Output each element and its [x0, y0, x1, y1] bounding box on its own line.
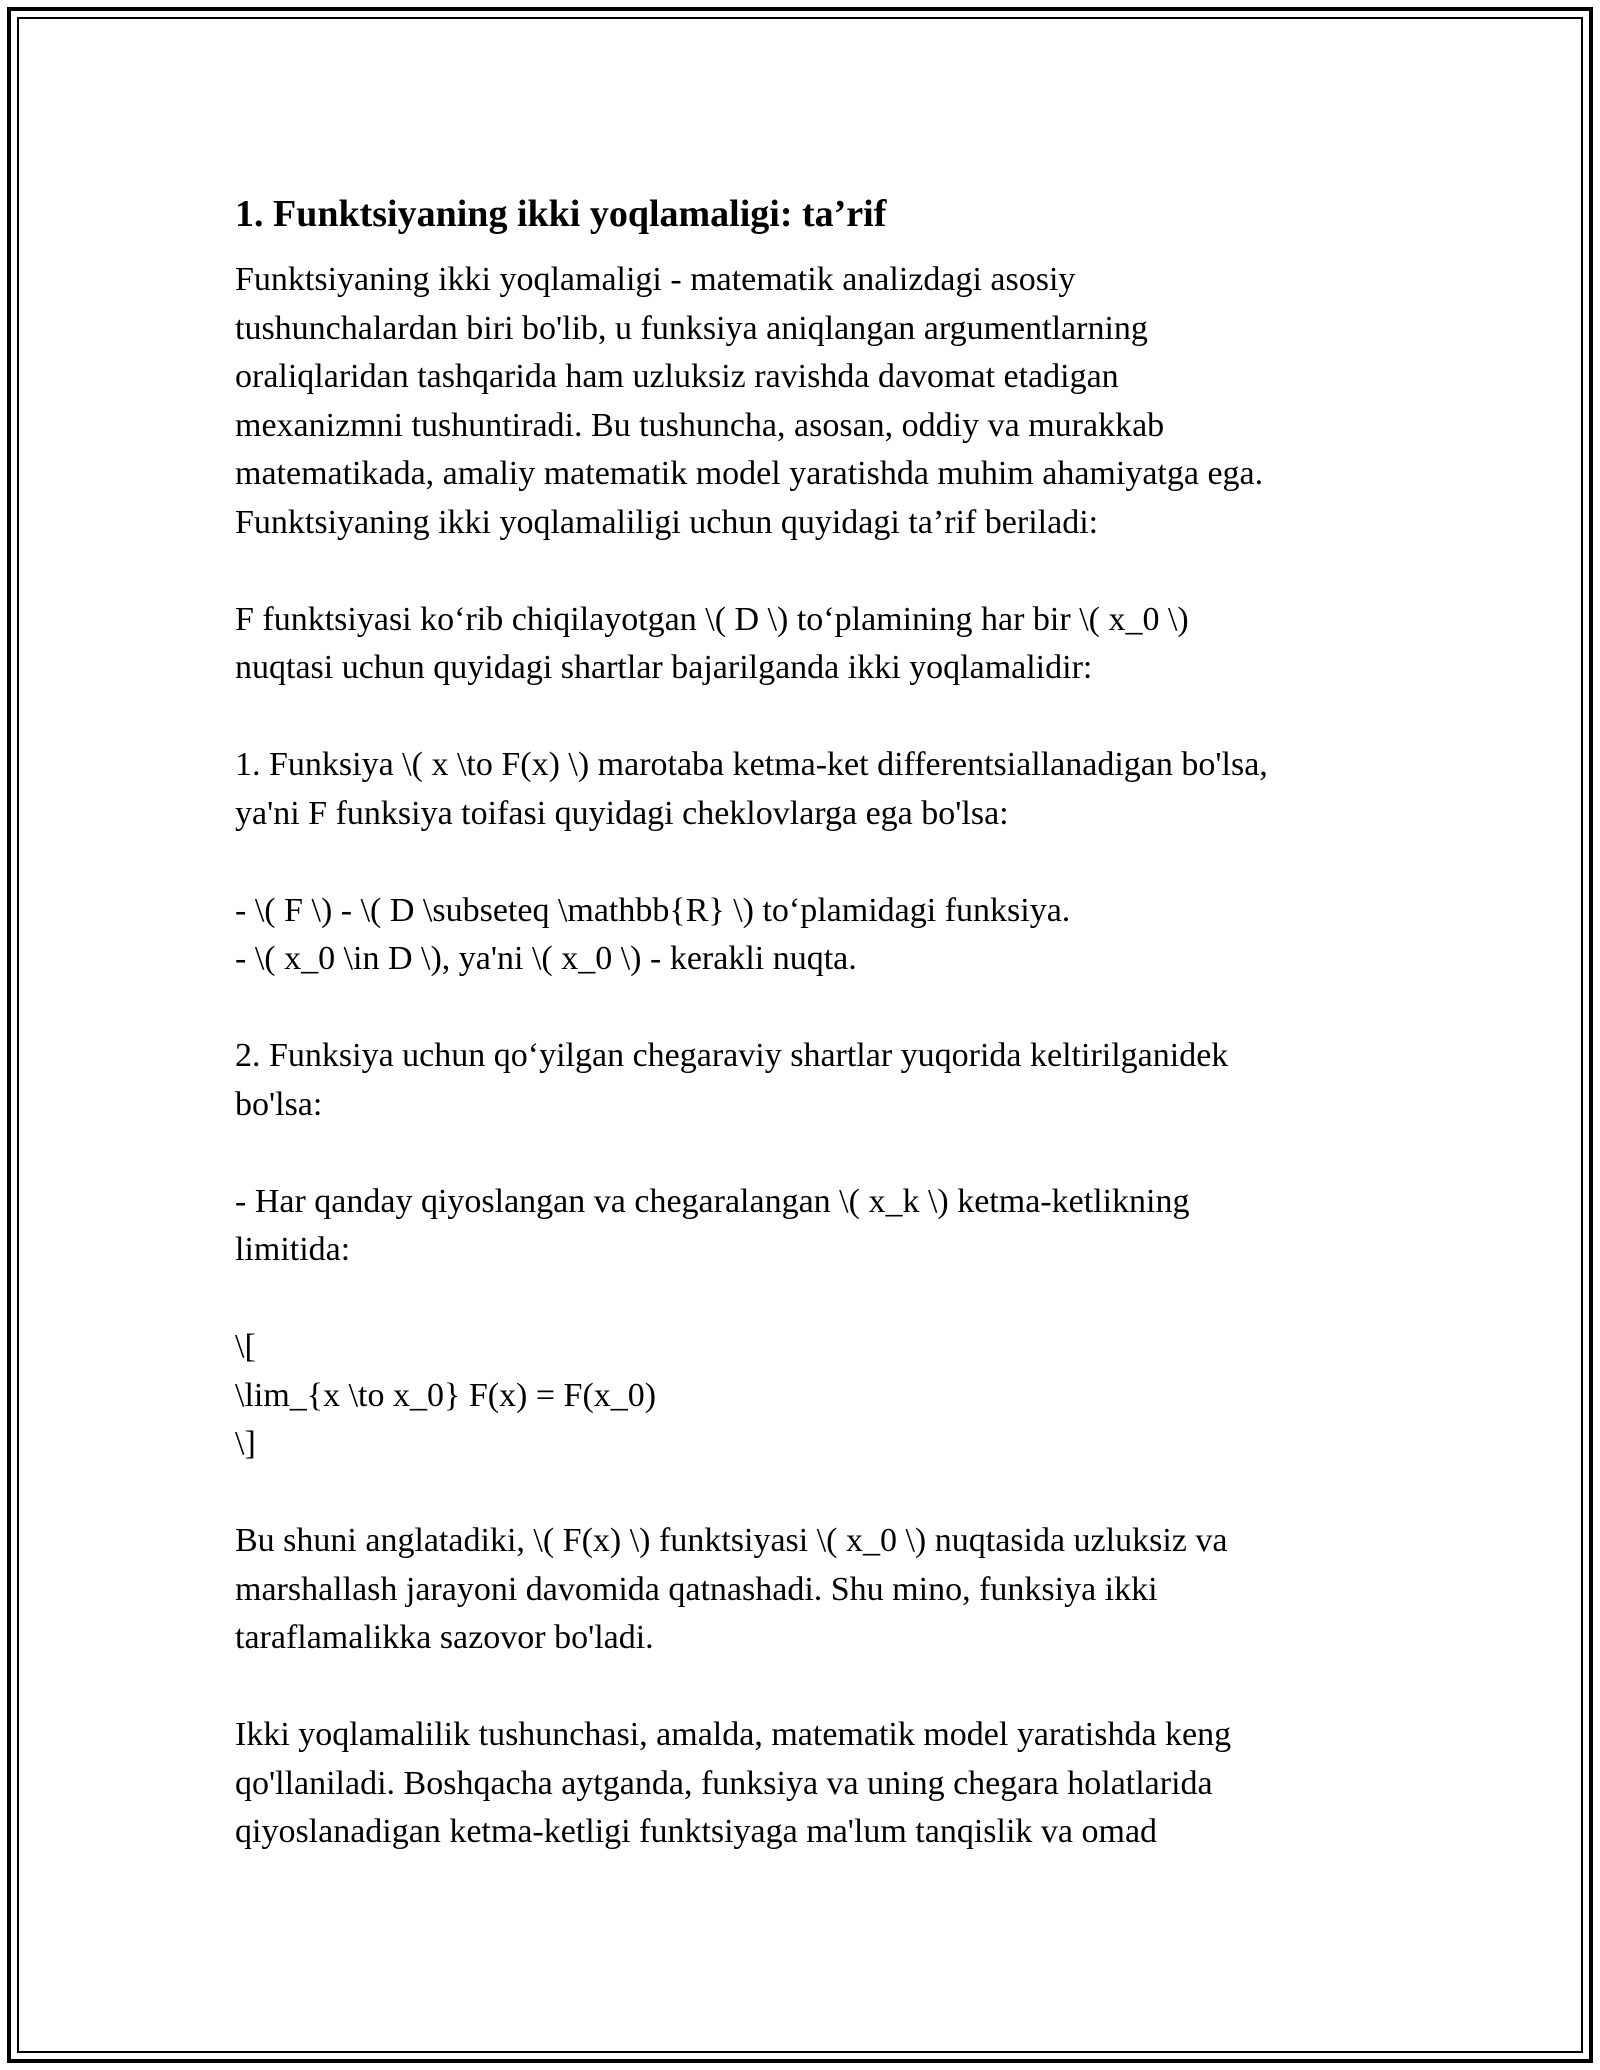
text-line: - \( F \) - \( D \subseteq \mathbb{R} \) to‘plamidagi funksiya.	[235, 891, 1071, 929]
text-line: nuqtasi uchun quyidagi shartlar bajarilganda ikki yoqlamalidir:	[235, 649, 1093, 686]
section-heading: 1. Funktsiyaning ikki yoqlamaligi: ta’rif	[235, 193, 887, 235]
text-line: mexanizmni tushuntiradi. Bu tushuncha, asosan, oddiy va murakkab	[235, 406, 1165, 444]
text-line: \]	[235, 1425, 256, 1462]
document-body	[235, 186, 1365, 1857]
text-line: qo'llaniladi. Boshqacha aytganda, funksiya va uning chegara holatlarida	[235, 1764, 1213, 1802]
text-line: tushunchalardan biri bo'lib, u funksiya aniqlangan argumentlarning	[235, 309, 1148, 347]
blank-line	[235, 984, 1365, 1033]
blank-line	[235, 547, 1365, 596]
text-line: ya'ni F funksiya toifasi quyidagi cheklovlarga ega bo'lsa:	[235, 794, 1009, 832]
text-line: \lim_{x \to x_0} F(x) = F(x_0)	[235, 1376, 657, 1414]
blank-line	[235, 1663, 1365, 1712]
blank-line	[235, 1469, 1365, 1518]
text-line: - Har qanday qiyoslangan va chegaralangan \( x_k \) ketma-ketlikning	[235, 1182, 1190, 1220]
text-line: qiyoslanadigan ketma-ketligi funktsiyaga ma'lum tanqislik va omad	[235, 1813, 1158, 1850]
text-line: \[	[235, 1328, 256, 1365]
paragraph-lines	[235, 256, 1365, 1857]
text-line: 1. Funksiya \( x \to F(x) \) marotaba ketma-ket differentsiallanadigan bo'lsa,	[235, 746, 1268, 783]
text-line: Ikki yoqlamalilik tushunchasi, amalda, matematik model yaratishda keng	[235, 1716, 1232, 1753]
text-line: oraliqlaridan tashqarida ham uzluksiz ravishda davomat etadigan	[235, 358, 1119, 395]
text-line: matematikada, amaliy matematik model yaratishda muhim ahamiyatga ega.	[235, 455, 1264, 492]
text-line: marshallash jarayoni davomida qatnashadi. Shu mino, funksiya ikki	[235, 1570, 1158, 1608]
text-line: Funktsiyaning ikki yoqlamaliligi uchun quyidagi ta’rif beriladi:	[235, 503, 1099, 541]
text-line: Bu shuni anglatadiki, \( F(x) \) funktsiyasi \( x_0 \) nuqtasida uzluksiz va	[235, 1522, 1228, 1559]
text-line: 2. Funksiya uchun qo‘yilgan chegaraviy shartlar yuqorida keltirilganidek	[235, 1037, 1229, 1074]
text-line: limitida:	[235, 1231, 351, 1268]
blank-line	[235, 838, 1365, 887]
text-line: F funktsiyasi ko‘rib chiqilayotgan \( D \) to‘plamining har bir \( x_0 \)	[235, 600, 1189, 638]
blank-line	[235, 1275, 1365, 1324]
text-line: taraflamalikka sazovor bo'ladi.	[235, 1619, 654, 1656]
text-line: Funktsiyaning ikki yoqlamaligi - matematik analizdagi asosiy	[235, 261, 1076, 298]
text-line: - \( x_0 \in D \), ya'ni \( x_0 \) - kerakli nuqta.	[235, 940, 857, 977]
blank-line	[235, 693, 1365, 742]
blank-line	[235, 1129, 1365, 1178]
text-line: bo'lsa:	[235, 1085, 323, 1123]
